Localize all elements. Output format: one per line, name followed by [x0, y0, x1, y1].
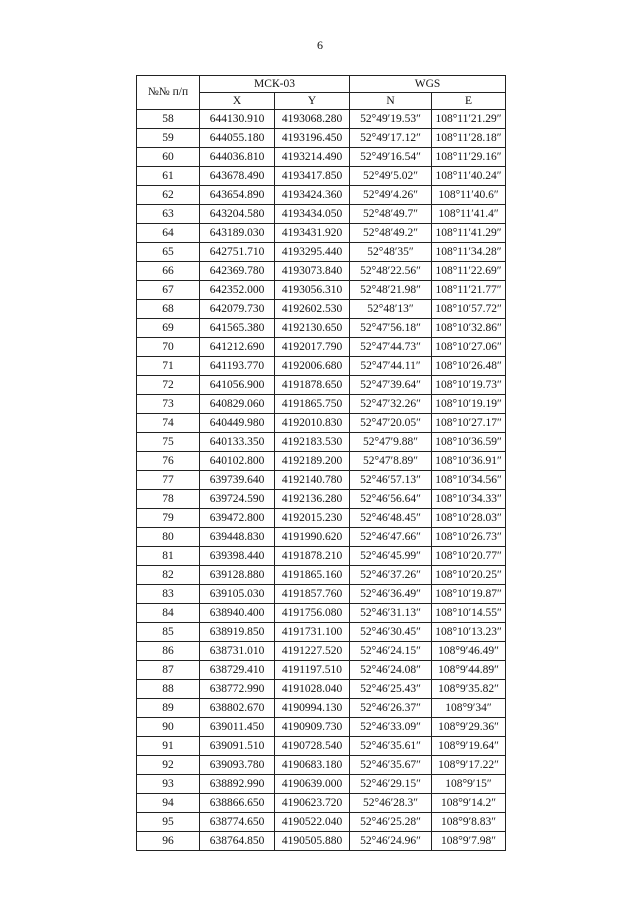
cell-y: 4193068.280: [275, 110, 350, 129]
cell-number: 63: [137, 205, 200, 224]
cell-e: 108°10′20.77″: [432, 547, 506, 566]
cell-x: 644130.910: [200, 110, 275, 129]
table-row: [137, 718, 506, 737]
cell-n: 52°46′33.09″: [350, 718, 432, 737]
cell-e: 108°10′34.56″: [432, 471, 506, 490]
cell-e: 108°11′21.29″: [432, 110, 506, 129]
cell-y: 4190522.040: [275, 813, 350, 832]
cell-number: 71: [137, 357, 200, 376]
cell-y: 4192140.780: [275, 471, 350, 490]
cell-e: 108°9′34″: [432, 699, 506, 718]
cell-e: 108°10′26.48″: [432, 357, 506, 376]
cell-y: 4193056.310: [275, 281, 350, 300]
cell-x: 639448.830: [200, 528, 275, 547]
cell-n: 52°48′35″: [350, 243, 432, 262]
cell-x: 639472.800: [200, 509, 275, 528]
cell-x: 639093.780: [200, 756, 275, 775]
cell-e: 108°9′29.36″: [432, 718, 506, 737]
cell-number: 60: [137, 148, 200, 167]
cell-x: 639739.640: [200, 471, 275, 490]
cell-number: 78: [137, 490, 200, 509]
cell-number: 93: [137, 775, 200, 794]
cell-number: 96: [137, 832, 200, 851]
cell-e: 108°9′8.83″: [432, 813, 506, 832]
cell-e: 108°10′57.72″: [432, 300, 506, 319]
table-body: [137, 110, 506, 851]
cell-n: 52°46′35.61″: [350, 737, 432, 756]
table-row: [137, 490, 506, 509]
coordinates-table: [136, 75, 506, 851]
cell-x: 642079.730: [200, 300, 275, 319]
cell-y: 4191865.750: [275, 395, 350, 414]
table-row: [137, 794, 506, 813]
table-row: [137, 224, 506, 243]
cell-n: 52°46′47.66″: [350, 528, 432, 547]
cell-x: 642369.780: [200, 262, 275, 281]
cell-e: 108°10′36.91″: [432, 452, 506, 471]
cell-number: 66: [137, 262, 200, 281]
cell-x: 640102.800: [200, 452, 275, 471]
cell-x: 641056.900: [200, 376, 275, 395]
cell-e: 108°11′41.4″: [432, 205, 506, 224]
cell-number: 72: [137, 376, 200, 395]
cell-x: 644036.810: [200, 148, 275, 167]
cell-number: 95: [137, 813, 200, 832]
page-number: 6: [317, 38, 323, 52]
cell-e: 108°9′19.64″: [432, 737, 506, 756]
cell-n: 52°46′25.43″: [350, 680, 432, 699]
cell-y: 4191878.210: [275, 547, 350, 566]
cell-e: 108°9′15″: [432, 775, 506, 794]
cell-number: 87: [137, 661, 200, 680]
cell-number: 90: [137, 718, 200, 737]
cell-n: 52°49′19.53″: [350, 110, 432, 129]
cell-number: 79: [137, 509, 200, 528]
cell-y: 4193424.360: [275, 186, 350, 205]
cell-x: 638774.650: [200, 813, 275, 832]
table-row: [137, 243, 506, 262]
header-msk03: МСК-03: [200, 76, 350, 93]
cell-x: 644055.180: [200, 129, 275, 148]
cell-number: 75: [137, 433, 200, 452]
header-x: X: [200, 93, 275, 110]
cell-x: 638731.010: [200, 642, 275, 661]
cell-n: 52°47′44.11″: [350, 357, 432, 376]
table-row: [137, 129, 506, 148]
cell-n: 52°46′35.67″: [350, 756, 432, 775]
table-row: [137, 395, 506, 414]
table-row: [137, 338, 506, 357]
table-row: [137, 167, 506, 186]
cell-y: 4190728.540: [275, 737, 350, 756]
cell-e: 108°11′21.77″: [432, 281, 506, 300]
cell-y: 4191227.520: [275, 642, 350, 661]
cell-y: 4191878.650: [275, 376, 350, 395]
cell-y: 4190639.000: [275, 775, 350, 794]
cell-y: 4193417.850: [275, 167, 350, 186]
cell-e: 108°9′14.2″: [432, 794, 506, 813]
table-row: [137, 604, 506, 623]
cell-x: 643204.580: [200, 205, 275, 224]
cell-number: 73: [137, 395, 200, 414]
cell-n: 52°46′37.26″: [350, 566, 432, 585]
cell-e: 108°11′40.24″: [432, 167, 506, 186]
cell-y: 4193196.450: [275, 129, 350, 148]
cell-n: 52°46′29.15″: [350, 775, 432, 794]
cell-number: 94: [137, 794, 200, 813]
cell-number: 74: [137, 414, 200, 433]
cell-number: 69: [137, 319, 200, 338]
cell-e: 108°11′29.16″: [432, 148, 506, 167]
cell-n: 52°49′16.54″: [350, 148, 432, 167]
cell-n: 52°46′24.08″: [350, 661, 432, 680]
cell-x: 639724.590: [200, 490, 275, 509]
cell-x: 639091.510: [200, 737, 275, 756]
cell-e: 108°10′19.87″: [432, 585, 506, 604]
cell-x: 639011.450: [200, 718, 275, 737]
cell-x: 638764.850: [200, 832, 275, 851]
cell-n: 52°46′48.45″: [350, 509, 432, 528]
cell-number: 86: [137, 642, 200, 661]
table-row: [137, 110, 506, 129]
cell-n: 52°47′20.05″: [350, 414, 432, 433]
cell-n: 52°47′56.18″: [350, 319, 432, 338]
cell-x: 643189.030: [200, 224, 275, 243]
cell-n: 52°47′44.73″: [350, 338, 432, 357]
cell-x: 642751.710: [200, 243, 275, 262]
cell-y: 4191731.100: [275, 623, 350, 642]
table-row: [137, 642, 506, 661]
cell-x: 639398.440: [200, 547, 275, 566]
cell-y: 4193434.050: [275, 205, 350, 224]
cell-n: 52°46′28.3″: [350, 794, 432, 813]
cell-y: 4190505.880: [275, 832, 350, 851]
table-row: [137, 300, 506, 319]
cell-n: 52°46′56.64″: [350, 490, 432, 509]
cell-e: 108°10′28.03″: [432, 509, 506, 528]
cell-number: 77: [137, 471, 200, 490]
cell-e: 108°9′44.89″: [432, 661, 506, 680]
cell-n: 52°48′21.98″: [350, 281, 432, 300]
cell-e: 108°11′34.28″: [432, 243, 506, 262]
cell-e: 108°11′28.18″: [432, 129, 506, 148]
cell-number: 59: [137, 129, 200, 148]
cell-y: 4191857.760: [275, 585, 350, 604]
cell-y: 4192183.530: [275, 433, 350, 452]
cell-e: 108°10′36.59″: [432, 433, 506, 452]
cell-x: 639128.880: [200, 566, 275, 585]
cell-x: 640449.980: [200, 414, 275, 433]
table-row: [137, 357, 506, 376]
cell-y: 4191028.040: [275, 680, 350, 699]
cell-number: 81: [137, 547, 200, 566]
cell-number: 67: [137, 281, 200, 300]
cell-n: 52°48′22.56″: [350, 262, 432, 281]
table-row: [137, 699, 506, 718]
table-row: [137, 186, 506, 205]
cell-number: 88: [137, 680, 200, 699]
cell-y: 4193295.440: [275, 243, 350, 262]
cell-number: 61: [137, 167, 200, 186]
table-row: [137, 262, 506, 281]
cell-x: 641212.690: [200, 338, 275, 357]
cell-y: 4191865.160: [275, 566, 350, 585]
cell-e: 108°10′14.55″: [432, 604, 506, 623]
cell-y: 4191756.080: [275, 604, 350, 623]
table-row: [137, 756, 506, 775]
cell-number: 82: [137, 566, 200, 585]
cell-number: 76: [137, 452, 200, 471]
cell-e: 108°10′27.06″: [432, 338, 506, 357]
cell-n: 52°48′49.7″: [350, 205, 432, 224]
cell-x: 642352.000: [200, 281, 275, 300]
cell-n: 52°48′49.2″: [350, 224, 432, 243]
cell-e: 108°10′34.33″: [432, 490, 506, 509]
cell-x: 641193.770: [200, 357, 275, 376]
cell-y: 4192189.200: [275, 452, 350, 471]
cell-e: 108°9′35.82″: [432, 680, 506, 699]
cell-number: 91: [137, 737, 200, 756]
table-row: [137, 832, 506, 851]
cell-y: 4192130.650: [275, 319, 350, 338]
cell-e: 108°10′13.23″: [432, 623, 506, 642]
cell-n: 52°47′8.89″: [350, 452, 432, 471]
table-row: [137, 376, 506, 395]
table-row: [137, 585, 506, 604]
table-row: [137, 509, 506, 528]
table-row: [137, 148, 506, 167]
cell-n: 52°46′57.13″: [350, 471, 432, 490]
cell-n: 52°47′39.64″: [350, 376, 432, 395]
cell-y: 4192017.790: [275, 338, 350, 357]
cell-x: 638919.850: [200, 623, 275, 642]
cell-e: 108°10′26.73″: [432, 528, 506, 547]
cell-y: 4193214.490: [275, 148, 350, 167]
table-row: [137, 281, 506, 300]
table-row: [137, 319, 506, 338]
cell-number: 58: [137, 110, 200, 129]
cell-number: 89: [137, 699, 200, 718]
table-row: [137, 680, 506, 699]
cell-n: 52°46′31.13″: [350, 604, 432, 623]
cell-x: 643654.890: [200, 186, 275, 205]
cell-n: 52°46′26.37″: [350, 699, 432, 718]
cell-n: 52°48′13″: [350, 300, 432, 319]
cell-e: 108°9′17.22″: [432, 756, 506, 775]
table-row: [137, 813, 506, 832]
cell-n: 52°46′25.28″: [350, 813, 432, 832]
table-row: [137, 566, 506, 585]
cell-n: 52°46′36.49″: [350, 585, 432, 604]
cell-y: 4193073.840: [275, 262, 350, 281]
cell-number: 64: [137, 224, 200, 243]
table-row: [137, 205, 506, 224]
table-row: [137, 661, 506, 680]
cell-number: 68: [137, 300, 200, 319]
cell-e: 108°9′46.49″: [432, 642, 506, 661]
cell-e: 108°11′40.6″: [432, 186, 506, 205]
cell-number: 84: [137, 604, 200, 623]
table-row: [137, 737, 506, 756]
cell-e: 108°10′19.19″: [432, 395, 506, 414]
cell-x: 638802.670: [200, 699, 275, 718]
cell-x: 638866.650: [200, 794, 275, 813]
cell-e: 108°11′41.29″: [432, 224, 506, 243]
table-row: [137, 433, 506, 452]
cell-x: 639105.030: [200, 585, 275, 604]
cell-number: 62: [137, 186, 200, 205]
cell-e: 108°9′7.98″: [432, 832, 506, 851]
table-header: [137, 76, 506, 110]
cell-n: 52°47′32.26″: [350, 395, 432, 414]
cell-y: 4192136.280: [275, 490, 350, 509]
cell-y: 4192015.230: [275, 509, 350, 528]
cell-y: 4190683.180: [275, 756, 350, 775]
header-number: №№ п/п: [137, 76, 200, 110]
cell-y: 4190623.720: [275, 794, 350, 813]
cell-y: 4191197.510: [275, 661, 350, 680]
cell-x: 638729.410: [200, 661, 275, 680]
cell-n: 52°46′45.99″: [350, 547, 432, 566]
cell-n: 52°49′17.12″: [350, 129, 432, 148]
cell-y: 4191990.620: [275, 528, 350, 547]
cell-number: 85: [137, 623, 200, 642]
table-row: [137, 452, 506, 471]
cell-y: 4192006.680: [275, 357, 350, 376]
cell-y: 4193431.920: [275, 224, 350, 243]
cell-number: 65: [137, 243, 200, 262]
header-e: E: [432, 93, 506, 110]
table-row: [137, 547, 506, 566]
cell-e: 108°11′22.69″: [432, 262, 506, 281]
table-row: [137, 528, 506, 547]
cell-n: 52°47′9.88″: [350, 433, 432, 452]
cell-e: 108°10′32.86″: [432, 319, 506, 338]
table-row: [137, 623, 506, 642]
cell-number: 80: [137, 528, 200, 547]
cell-number: 70: [137, 338, 200, 357]
cell-n: 52°49′5.02″: [350, 167, 432, 186]
cell-x: 638892.990: [200, 775, 275, 794]
table-row: [137, 414, 506, 433]
cell-x: 640829.060: [200, 395, 275, 414]
table-row: [137, 775, 506, 794]
cell-number: 83: [137, 585, 200, 604]
cell-e: 108°10′19.73″: [432, 376, 506, 395]
cell-number: 92: [137, 756, 200, 775]
cell-n: 52°46′24.15″: [350, 642, 432, 661]
cell-n: 52°46′30.45″: [350, 623, 432, 642]
cell-x: 638772.990: [200, 680, 275, 699]
cell-x: 643678.490: [200, 167, 275, 186]
cell-n: 52°49′4.26″: [350, 186, 432, 205]
cell-x: 640133.350: [200, 433, 275, 452]
header-y: Y: [275, 93, 350, 110]
cell-e: 108°10′20.25″: [432, 566, 506, 585]
cell-y: 4190909.730: [275, 718, 350, 737]
cell-e: 108°10′27.17″: [432, 414, 506, 433]
cell-x: 638940.400: [200, 604, 275, 623]
cell-y: 4190994.130: [275, 699, 350, 718]
table-row: [137, 471, 506, 490]
cell-y: 4192010.830: [275, 414, 350, 433]
cell-x: 641565.380: [200, 319, 275, 338]
header-n: N: [350, 93, 432, 110]
cell-n: 52°46′24.96″: [350, 832, 432, 851]
cell-y: 4192602.530: [275, 300, 350, 319]
header-wgs: WGS: [350, 76, 506, 93]
